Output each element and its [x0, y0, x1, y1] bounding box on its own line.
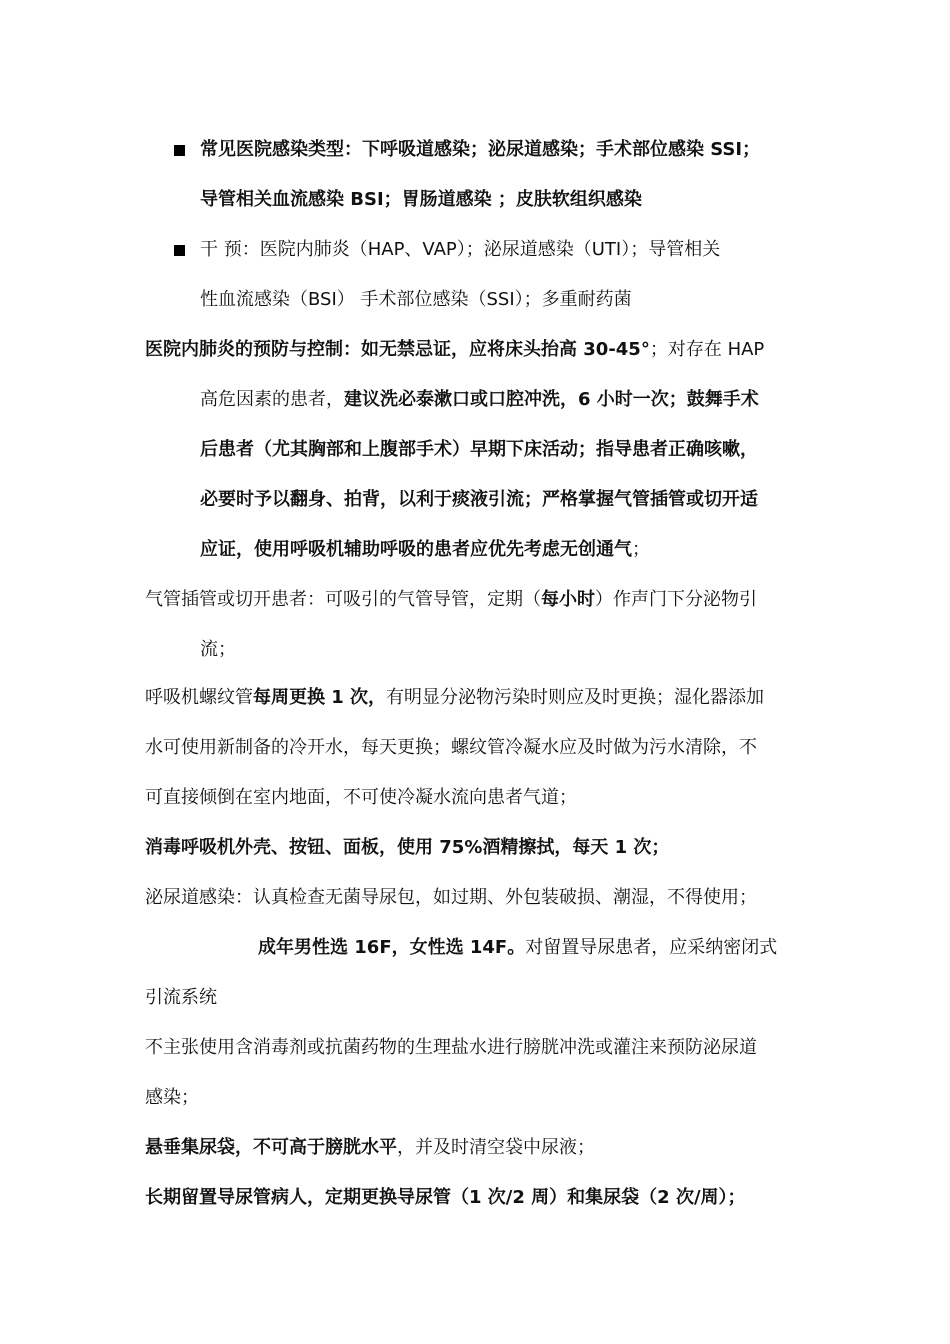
text-line: [145, 886, 757, 910]
text-line: [145, 986, 217, 1010]
bold-text: 后患者（尤其胸部和上腹部手术）早期下床活动；指导患者正确咳嗽，: [200, 439, 758, 460]
text-line: [145, 1186, 746, 1210]
text-line: [145, 588, 757, 612]
bold-text: 成年男性选 16F，女性选 14F。: [258, 937, 526, 958]
text-segment: ）作声门下分泌物引: [595, 589, 757, 610]
text-line: [145, 1136, 595, 1160]
bold-text: 医院内肺炎的预防与控制：如无禁忌证，应将床头抬高 30-45°: [145, 339, 650, 360]
bold-text: 建议洗必泰漱口或口腔冲洗，6 小时一次；鼓舞手术: [344, 389, 759, 410]
text-segment: 不主张使用含消毒剂或抗菌药物的生理盐水进行膀胱冲洗或灌注来预防泌尿道: [145, 1037, 757, 1058]
text-segment: 可直接倾倒在室内地面，不可使冷凝水流向患者气道；: [145, 787, 577, 808]
text-line: [200, 138, 760, 162]
text-line: [258, 936, 777, 960]
text-line: [200, 638, 236, 662]
bold-text: 每周更换 1 次，: [253, 687, 387, 708]
text-segment: 泌尿道感染：认真检查无菌导尿包，如过期、外包装破损、潮湿，不得使用；: [145, 887, 757, 908]
text-line: [145, 338, 764, 362]
text-segment: ；对存在 HAP: [649, 339, 765, 360]
text-segment: 性血流感染（BSI） 手术部位感染（SSI）；多重耐药菌: [200, 289, 632, 310]
text-segment: 干 预：医院内肺炎（HAP、VAP）；泌尿道感染（UTI）；导管相关: [200, 239, 721, 260]
bold-text: 必要时予以翻身、拍背，以利于痰液引流；严格掌握气管插管或切开适: [200, 489, 758, 510]
text-line: [200, 388, 759, 412]
text-line: [145, 686, 764, 710]
text-line: [145, 786, 577, 810]
text-segment: 对留置导尿患者，应采纳密闭式: [525, 937, 778, 958]
text-line: [145, 836, 669, 860]
text-line: [145, 1086, 199, 1110]
text-line: [200, 238, 720, 262]
text-segment: 气管插管或切开患者：可吸引的气管导管，定期（: [145, 589, 541, 610]
text-segment: 呼吸机螺纹管: [145, 687, 253, 708]
text-line: [145, 736, 757, 760]
text-segment: 水可使用新制备的冷开水，每天更换；螺纹管冷凝水应及时做为污水清除，不: [145, 737, 757, 758]
text-segment: 有明显分泌物污染时则应及时更换；湿化器添加: [386, 687, 765, 708]
text-segment: ；: [632, 539, 650, 560]
square-bullet-icon: [174, 145, 185, 156]
bold-text: 导管相关血流感染 BSI；胃肠道感染 ；皮肤软组织感染: [200, 189, 642, 210]
text-line: [145, 1036, 757, 1060]
bold-text: 长期留置导尿管病人，定期更换导尿管（1 次/2 周）和集尿袋（2 次/周）；: [145, 1187, 746, 1208]
text-line: [200, 438, 758, 462]
text-line: [200, 488, 758, 512]
bold-text: 消毒呼吸机外壳、按钮、面板，使用 75%酒精擦拭，每天 1 次；: [145, 837, 670, 858]
text-segment: ，并及时清空袋中尿液；: [397, 1137, 595, 1158]
text-line: [200, 188, 642, 212]
bold-text: 常见医院感染类型：下呼吸道感染；泌尿道感染；手术部位感染 SSI；: [200, 139, 761, 160]
text-line: [200, 538, 650, 562]
text-segment: 引流系统: [145, 987, 217, 1008]
bold-text: 应证，使用呼吸机辅助呼吸的患者应优先考虑无创通气: [200, 539, 632, 560]
text-line: [200, 288, 632, 312]
text-segment: 感染；: [145, 1087, 199, 1108]
bold-text: 每小时: [541, 589, 595, 610]
text-segment: 高危因素的患者，: [200, 389, 344, 410]
bold-text: 悬垂集尿袋，不可高于膀胱水平: [145, 1137, 397, 1158]
text-segment: 流；: [200, 639, 236, 660]
square-bullet-icon: [174, 245, 185, 256]
